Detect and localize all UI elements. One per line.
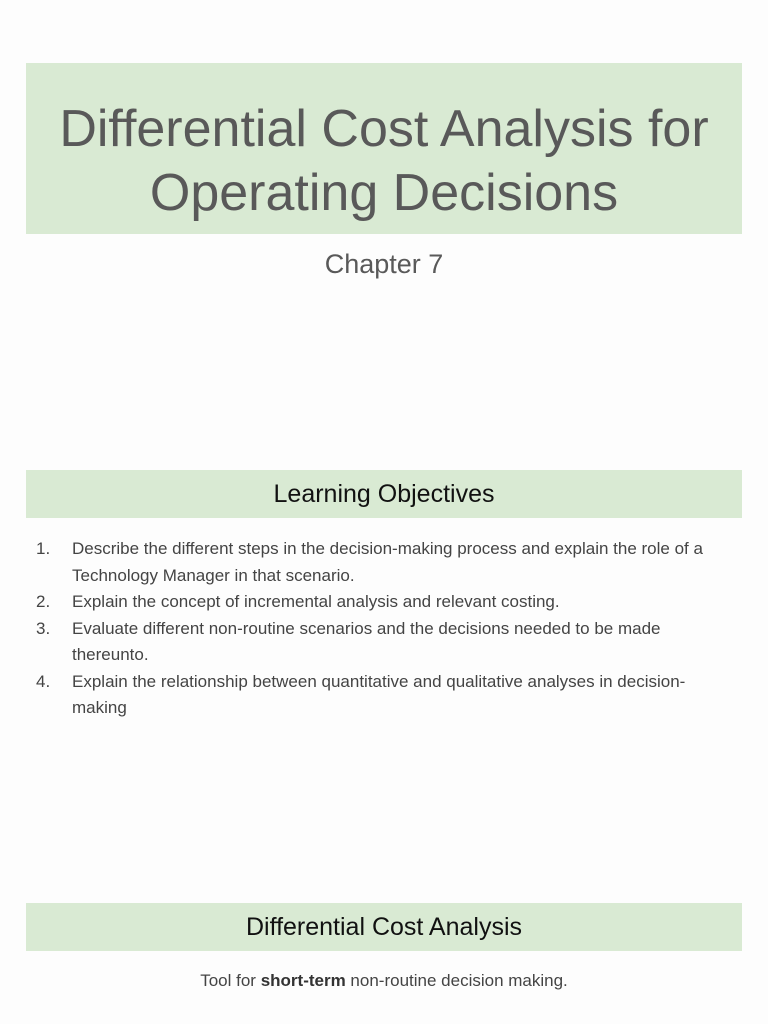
list-item-text: Explain the relationship between quantitative and qualitative analyses in decision-making bbox=[72, 671, 686, 717]
tool-description bbox=[0, 968, 768, 994]
list-item-number: 1. bbox=[36, 539, 51, 558]
differential-cost-analysis-banner bbox=[26, 903, 742, 951]
tool-description-prefix: Tool for bbox=[200, 971, 261, 990]
chapter-subtitle: Chapter 7 bbox=[324, 249, 444, 279]
list-item-number: 3. bbox=[36, 618, 51, 638]
objectives-list bbox=[36, 536, 726, 722]
list-item bbox=[36, 669, 726, 722]
slide-title: Differential Cost Analysis for Operating Decisions bbox=[59, 100, 709, 222]
differential-cost-analysis-heading: Differential Cost Analysis bbox=[245, 913, 523, 941]
tool-description-suffix: non-routine decision making. bbox=[345, 971, 568, 990]
list-item bbox=[36, 589, 726, 616]
learning-objectives-banner bbox=[26, 470, 742, 518]
learning-objectives-heading: Learning Objectives bbox=[273, 480, 495, 508]
list-item-text: Explain the concept of incremental analysis and relevant costing. bbox=[72, 592, 560, 611]
list-item-text: Describe the different steps in the decision-making process and explain the role of a Technology Manager in that scenario. bbox=[72, 539, 703, 585]
list-item bbox=[36, 536, 726, 589]
title-banner bbox=[26, 63, 742, 234]
list-item bbox=[36, 616, 726, 669]
list-item-number: 2. bbox=[36, 592, 51, 611]
tool-description-emphasis: short-term bbox=[260, 971, 346, 990]
list-item-number: 4. bbox=[36, 671, 51, 691]
list-item-text: Evaluate different non-routine scenarios and the decisions needed to be made thereunto. bbox=[72, 618, 661, 664]
